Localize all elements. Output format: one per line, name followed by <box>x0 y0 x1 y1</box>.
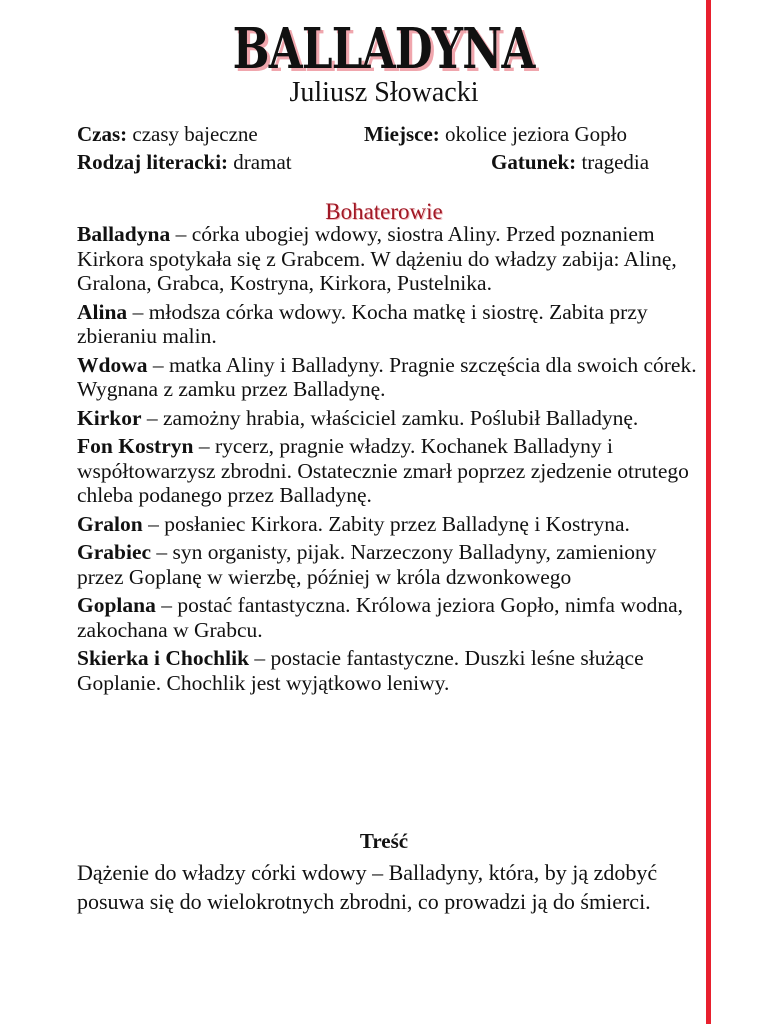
summary-text: Dążenie do władzy córki wdowy – Balladyny, która, by ją zdobyć posuwa się do wielokrotnych zbrodni, co prowadzi ją do śmierci. <box>77 860 658 914</box>
character-desc: – posłaniec Kirkora. Zabity przez Balladynę i Kostryna. <box>142 511 630 536</box>
character-desc: – matka Aliny i Balladyny. Pragnie szczęścia dla swoich córek. Wygnana z zamku przez Balladynę. <box>77 352 697 401</box>
character-desc: – rycerz, pragnie władzy. Kochanek Balladyny i współtowarzysz zbrodni. Ostatecznie zmarł poprzez zjedzenie otrutego chleba podanego przez Balladynę. <box>77 434 689 507</box>
meta-czas-value: czasy bajeczne <box>127 122 258 146</box>
meta-gatunek-label: Gatunek: <box>491 150 577 174</box>
author: Juliusz Słowacki <box>289 77 479 108</box>
meta-rodzaj-label: Rodzaj literacki: <box>77 150 229 174</box>
characters-heading: Bohaterowie <box>325 199 443 224</box>
character-desc: – młodsza córka wdowy. Kocha matkę i siostrę. Zabita przy zbieraniu malin. <box>77 299 648 348</box>
meta-gatunek-value: tragedia <box>576 150 650 174</box>
character-name: Goplana <box>77 593 156 617</box>
character-entry <box>77 406 697 431</box>
character-entry <box>77 300 697 349</box>
character-name: Wdowa <box>77 352 148 377</box>
title-wrap <box>0 18 768 80</box>
character-name: Grabiec <box>77 540 152 564</box>
meta-miejsce <box>364 122 627 146</box>
meta-miejsce-label: Miejsce: <box>364 122 440 146</box>
meta-rodzaj <box>77 150 292 174</box>
character-name: Balladyna <box>77 222 171 246</box>
character-desc: – córka ubogiej wdowy, siostra Aliny. Przed poznaniem Kirkora spotykała się z Grabcem. W dążeniu do władzy zabija: Alinę, Gralona, Grabca, Kostryna, Kirkora, Pustelnika. <box>77 222 677 295</box>
character-desc: – syn organisty, pijak. Narzeczony Balladyny, zamieniony przez Goplanę w wierzbę, później w króla dzwonkowego <box>77 540 657 589</box>
character-name: Fon Kostryn <box>77 434 194 458</box>
meta-czas <box>77 122 258 146</box>
meta-rodzaj-value: dramat <box>228 150 292 174</box>
character-name: Skierka i Chochlik <box>77 646 250 670</box>
character-entry <box>77 540 697 589</box>
characters-list <box>77 222 697 699</box>
character-name: Gralon <box>77 511 143 536</box>
meta-czas-label: Czas: <box>77 122 128 146</box>
character-entry <box>77 646 697 695</box>
character-desc: – postać fantastyczna. Królowa jeziora Gopło, nimfa wodna, zakochana w Grabcu. <box>77 593 684 642</box>
page-title: BALLADYNA <box>233 16 535 82</box>
meta-gatunek <box>491 150 649 174</box>
character-entry <box>77 434 697 508</box>
character-entry <box>77 222 697 296</box>
red-vertical-rule <box>706 0 711 1024</box>
character-desc: – postacie fantastyczne. Duszki leśne służące Goplanie. Chochlik jest wyjątkowo leniwy. <box>77 646 644 695</box>
summary-heading: Treść <box>359 829 409 853</box>
character-entry <box>77 512 697 537</box>
character-name: Kirkor <box>77 405 142 430</box>
meta-miejsce-value: okolice jeziora Gopło <box>439 122 627 146</box>
character-desc: – zamożny hrabia, właściciel zamku. Poślubił Balladynę. <box>141 405 639 430</box>
character-entry <box>77 593 697 642</box>
character-entry <box>77 353 697 402</box>
character-name: Alina <box>77 299 128 324</box>
